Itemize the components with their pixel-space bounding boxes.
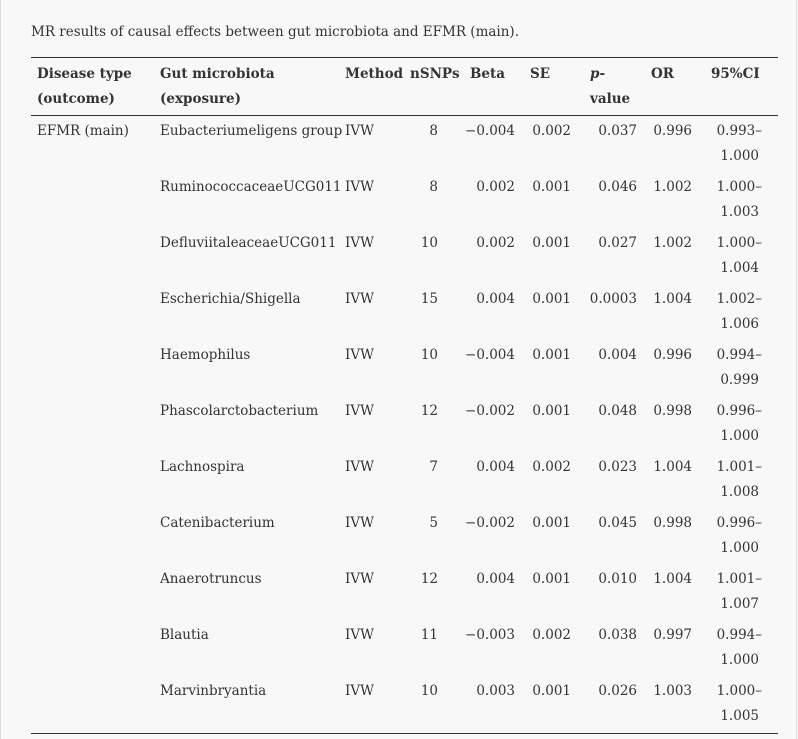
nsnps-cell: 15: [420, 291, 438, 307]
beta-cell: 0.003: [476, 683, 515, 699]
header-se: SE: [530, 66, 551, 82]
se-cell: 0.001: [532, 683, 571, 699]
taxon-cell: Marvinbryantia: [160, 683, 267, 699]
ci-high-cell: 1.000: [720, 540, 759, 556]
ci-low-cell: 1.001–: [716, 459, 762, 475]
se-cell: 0.001: [532, 235, 571, 251]
p-cell: 0.046: [598, 179, 637, 195]
ci-high-cell: 1.003: [720, 204, 759, 220]
nsnps-cell: 12: [420, 571, 438, 587]
top-rule: [31, 57, 778, 58]
beta-cell: 0.004: [476, 291, 515, 307]
method-cell: IVW: [345, 235, 374, 251]
nsnps-cell: 11: [420, 627, 438, 643]
se-cell: 0.001: [532, 571, 571, 587]
header-gut-microbiota: Gut microbiota: [160, 66, 275, 82]
taxon-cell: Eubacteriumeligens group: [160, 123, 343, 139]
beta-cell: 0.004: [476, 459, 515, 475]
header-or: OR: [651, 66, 674, 82]
ci-high-cell: 1.005: [720, 708, 759, 724]
taxon-cell: Lachnospira: [160, 459, 245, 475]
method-cell: IVW: [345, 347, 374, 363]
or-cell: 1.002: [653, 179, 692, 195]
p-cell: 0.004: [598, 347, 637, 363]
se-cell: 0.001: [532, 347, 571, 363]
header-gut-exposure: (exposure): [160, 91, 241, 107]
beta-cell: −0.004: [465, 347, 515, 363]
table-caption: MR results of causal effects between gut microbiota and EFMR (main).: [31, 24, 519, 40]
ci-low-cell: 1.000–: [716, 179, 762, 195]
p-cell: 0.038: [598, 627, 637, 643]
method-cell: IVW: [345, 179, 374, 195]
nsnps-cell: 10: [420, 683, 438, 699]
beta-cell: 0.004: [476, 571, 515, 587]
taxon-cell: Blautia: [160, 627, 209, 643]
beta-cell: 0.002: [476, 235, 515, 251]
ci-low-cell: 0.996–: [716, 515, 762, 531]
ci-low-cell: 0.993–: [716, 123, 762, 139]
ci-high-cell: 1.006: [720, 316, 759, 332]
ci-high-cell: 1.004: [720, 260, 759, 276]
method-cell: IVW: [345, 291, 374, 307]
nsnps-cell: 12: [420, 403, 438, 419]
ci-low-cell: 0.996–: [716, 403, 762, 419]
beta-cell: −0.002: [465, 403, 515, 419]
header-disease-type: Disease type: [37, 66, 132, 82]
taxon-cell: Anaerotruncus: [160, 571, 262, 587]
beta-cell: −0.003: [465, 627, 515, 643]
taxon-cell: DefluviitaleaceaeUCG011: [160, 235, 337, 251]
method-cell: IVW: [345, 683, 374, 699]
taxon-cell: Haemophilus: [160, 347, 251, 363]
se-cell: 0.001: [532, 291, 571, 307]
ci-high-cell: 1.000: [720, 148, 759, 164]
ci-high-cell: 1.007: [720, 596, 759, 612]
or-cell: 1.004: [653, 291, 692, 307]
taxon-cell: Catenibacterium: [160, 515, 275, 531]
method-cell: IVW: [345, 459, 374, 475]
beta-cell: −0.004: [465, 123, 515, 139]
bottom-rule: [31, 733, 778, 734]
or-cell: 0.997: [653, 627, 692, 643]
ci-low-cell: 0.994–: [716, 347, 762, 363]
header-method: Method: [345, 66, 404, 82]
method-cell: IVW: [345, 515, 374, 531]
header-beta: Beta: [470, 66, 505, 82]
ci-high-cell: 0.999: [720, 372, 759, 388]
ci-low-cell: 1.000–: [716, 683, 762, 699]
ci-low-cell: 0.994–: [716, 627, 762, 643]
header-rule: [31, 115, 778, 116]
nsnps-cell: 10: [420, 347, 438, 363]
nsnps-cell: 7: [429, 459, 438, 475]
p-cell: 0.027: [598, 235, 637, 251]
or-cell: 1.004: [653, 571, 692, 587]
se-cell: 0.002: [532, 627, 571, 643]
beta-cell: 0.002: [476, 179, 515, 195]
or-cell: 1.003: [653, 683, 692, 699]
or-cell: 0.998: [653, 403, 692, 419]
ci-low-cell: 1.000–: [716, 235, 762, 251]
method-cell: IVW: [345, 627, 374, 643]
se-cell: 0.001: [532, 515, 571, 531]
header-nsnps: nSNPs: [410, 66, 460, 82]
ci-low-cell: 1.002–: [716, 291, 762, 307]
p-cell: 0.0003: [589, 291, 637, 307]
se-cell: 0.001: [532, 403, 571, 419]
p-cell: 0.037: [598, 123, 637, 139]
p-cell: 0.010: [598, 571, 637, 587]
ci-low-cell: 1.001–: [716, 571, 762, 587]
p-cell: 0.045: [598, 515, 637, 531]
p-cell: 0.026: [598, 683, 637, 699]
disease-cell: EFMR (main): [37, 123, 129, 139]
method-cell: IVW: [345, 403, 374, 419]
se-cell: 0.002: [532, 123, 571, 139]
taxon-cell: Phascolarctobacterium: [160, 403, 319, 419]
ci-high-cell: 1.000: [720, 428, 759, 444]
nsnps-cell: 5: [429, 515, 438, 531]
header-disease-outcome: (outcome): [37, 91, 115, 107]
method-cell: IVW: [345, 123, 374, 139]
se-cell: 0.002: [532, 459, 571, 475]
header-ci: 95%CI: [711, 66, 760, 82]
nsnps-cell: 8: [429, 123, 438, 139]
or-cell: 0.998: [653, 515, 692, 531]
p-cell: 0.023: [598, 459, 637, 475]
beta-cell: −0.002: [465, 515, 515, 531]
nsnps-cell: 10: [420, 235, 438, 251]
ci-high-cell: 1.008: [720, 484, 759, 500]
or-cell: 0.996: [653, 347, 692, 363]
ci-high-cell: 1.000: [720, 652, 759, 668]
taxon-cell: RuminococcaceaeUCG011: [160, 179, 342, 195]
or-cell: 1.004: [653, 459, 692, 475]
p-cell: 0.048: [598, 403, 637, 419]
or-cell: 1.002: [653, 235, 692, 251]
header-p-value: value: [590, 91, 631, 107]
method-cell: IVW: [345, 571, 374, 587]
taxon-cell: Escherichia/Shigella: [160, 291, 301, 307]
header-p: p-: [590, 66, 606, 82]
se-cell: 0.001: [532, 179, 571, 195]
or-cell: 0.996: [653, 123, 692, 139]
nsnps-cell: 8: [429, 179, 438, 195]
